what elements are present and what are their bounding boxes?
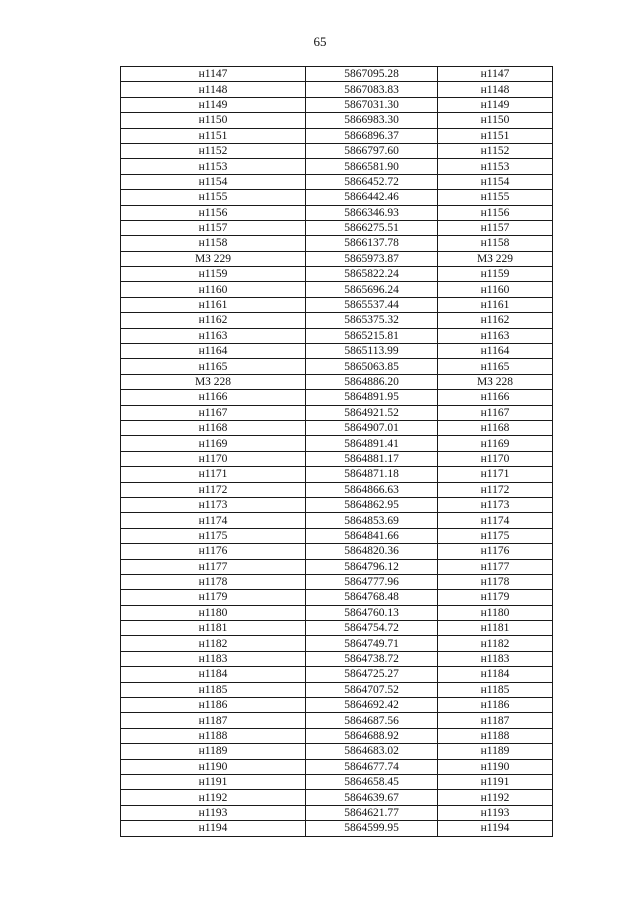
table-row [121,821,553,836]
point-id-repeat-cell: н1172 [438,482,553,497]
point-id-repeat-cell: н1188 [438,728,553,743]
coordinate-cell: 5864862.95 [306,497,438,512]
point-id-repeat-cell: н1154 [438,174,553,189]
coordinate-cell: 5864738.72 [306,651,438,666]
point-id-repeat-cell: н1178 [438,574,553,589]
point-id-repeat-cell: н1161 [438,297,553,312]
point-id-repeat-cell: н1169 [438,436,553,451]
coordinate-cell: 5865063.85 [306,359,438,374]
coordinate-cell: 5866452.72 [306,174,438,189]
coordinate-cell: 5864692.42 [306,698,438,713]
table-row [121,236,553,251]
table-row [121,559,553,574]
point-id-cell: н1175 [121,528,306,543]
point-id-cell: н1160 [121,282,306,297]
table-row [121,67,553,82]
table-row [121,390,553,405]
coordinate-cell: 5864881.17 [306,451,438,466]
point-id-cell: н1148 [121,82,306,97]
coordinate-cell: 5864754.72 [306,621,438,636]
point-id-repeat-cell: н1171 [438,467,553,482]
coordinate-cell: 5866275.51 [306,220,438,235]
point-id-repeat-cell: н1165 [438,359,553,374]
point-id-cell: н1192 [121,790,306,805]
point-id-repeat-cell: н1192 [438,790,553,805]
point-id-cell: н1151 [121,128,306,143]
point-id-cell: н1185 [121,682,306,697]
table-row [121,374,553,389]
point-id-cell: н1164 [121,344,306,359]
point-id-cell: н1154 [121,174,306,189]
coordinate-cell: 5864841.66 [306,528,438,543]
table-row [121,297,553,312]
point-id-repeat-cell: н1180 [438,605,553,620]
point-id-repeat-cell: н1159 [438,267,553,282]
coordinate-cell: 5866442.46 [306,190,438,205]
table-row [121,451,553,466]
point-id-repeat-cell: н1153 [438,159,553,174]
table-row [121,251,553,266]
table-row [121,436,553,451]
coordinates-table-body [121,67,553,837]
coordinate-cell: 5865375.32 [306,313,438,328]
point-id-repeat-cell: н1167 [438,405,553,420]
coordinate-cell: 5864599.95 [306,821,438,836]
point-id-repeat-cell: н1168 [438,420,553,435]
coordinate-cell: 5865973.87 [306,251,438,266]
point-id-repeat-cell: н1179 [438,590,553,605]
coordinate-cell: 5866346.93 [306,205,438,220]
table-row [121,143,553,158]
point-id-repeat-cell: н1147 [438,67,553,82]
point-id-repeat-cell: н1183 [438,651,553,666]
point-id-cell: н1157 [121,220,306,235]
coordinate-cell: 5864658.45 [306,774,438,789]
point-id-cell: н1179 [121,590,306,605]
point-id-repeat-cell: н1163 [438,328,553,343]
point-id-cell: н1155 [121,190,306,205]
point-id-cell: н1147 [121,67,306,82]
coordinate-cell: 5865822.24 [306,267,438,282]
table-row [121,82,553,97]
point-id-repeat-cell: н1164 [438,344,553,359]
table-row [121,220,553,235]
coordinate-cell: 5864820.36 [306,544,438,559]
table-row [121,405,553,420]
coordinate-cell: 5866896.37 [306,128,438,143]
point-id-repeat-cell: н1151 [438,128,553,143]
point-id-cell: н1183 [121,651,306,666]
point-id-repeat-cell: н1150 [438,113,553,128]
table-row [121,513,553,528]
table-row [121,420,553,435]
point-id-cell: н1149 [121,97,306,112]
point-id-cell: н1159 [121,267,306,282]
table-row [121,328,553,343]
point-id-repeat-cell: н1173 [438,497,553,512]
point-id-repeat-cell: н1148 [438,82,553,97]
point-id-repeat-cell: н1182 [438,636,553,651]
coordinate-cell: 5864907.01 [306,420,438,435]
table-row [121,728,553,743]
point-id-cell: МЗ 228 [121,374,306,389]
coordinate-cell: 5864749.71 [306,636,438,651]
table-row [121,497,553,512]
point-id-repeat-cell: н1194 [438,821,553,836]
table-row [121,621,553,636]
point-id-repeat-cell: н1186 [438,698,553,713]
point-id-repeat-cell: н1193 [438,805,553,820]
coordinate-cell: 5864777.96 [306,574,438,589]
point-id-repeat-cell: н1184 [438,667,553,682]
table-row [121,651,553,666]
coordinates-table [120,66,553,837]
table-row [121,159,553,174]
table-row [121,698,553,713]
point-id-repeat-cell: н1160 [438,282,553,297]
table-row [121,113,553,128]
coordinate-cell: 5864683.02 [306,744,438,759]
point-id-cell: н1161 [121,297,306,312]
table-row [121,205,553,220]
coordinate-cell: 5865537.44 [306,297,438,312]
table-row [121,359,553,374]
coordinate-cell: 5864725.27 [306,667,438,682]
point-id-cell: н1153 [121,159,306,174]
table-row [121,744,553,759]
point-id-repeat-cell: н1162 [438,313,553,328]
table-row [121,574,553,589]
point-id-repeat-cell: н1166 [438,390,553,405]
table-row [121,267,553,282]
coordinate-cell: 5866581.90 [306,159,438,174]
table-row [121,682,553,697]
point-id-cell: н1176 [121,544,306,559]
point-id-repeat-cell: н1187 [438,713,553,728]
coordinate-cell: 5864639.67 [306,790,438,805]
coordinate-cell: 5867095.28 [306,67,438,82]
coordinate-cell: 5864853.69 [306,513,438,528]
point-id-cell: н1163 [121,328,306,343]
table-row [121,590,553,605]
table-row [121,282,553,297]
coordinate-cell: 5864886.20 [306,374,438,389]
coordinate-cell: 5866797.60 [306,143,438,158]
table-row [121,774,553,789]
coordinate-cell: 5865215.81 [306,328,438,343]
point-id-cell: н1152 [121,143,306,158]
point-id-repeat-cell: н1181 [438,621,553,636]
point-id-cell: н1177 [121,559,306,574]
point-id-repeat-cell: н1149 [438,97,553,112]
point-id-cell: н1181 [121,621,306,636]
point-id-repeat-cell: н1174 [438,513,553,528]
coordinate-cell: 5865696.24 [306,282,438,297]
point-id-repeat-cell: н1191 [438,774,553,789]
point-id-repeat-cell: н1176 [438,544,553,559]
table-row [121,482,553,497]
point-id-cell: н1193 [121,805,306,820]
point-id-repeat-cell: н1177 [438,559,553,574]
point-id-cell: н1162 [121,313,306,328]
point-id-cell: н1165 [121,359,306,374]
table-row [121,805,553,820]
point-id-cell: н1187 [121,713,306,728]
coordinate-cell: 5867083.83 [306,82,438,97]
coordinate-cell: 5864687.56 [306,713,438,728]
point-id-cell: н1171 [121,467,306,482]
coordinate-cell: 5864891.41 [306,436,438,451]
table-row [121,528,553,543]
table-row [121,759,553,774]
table-row [121,605,553,620]
point-id-cell: н1173 [121,497,306,512]
table-row [121,174,553,189]
table-row [121,667,553,682]
table-row [121,544,553,559]
coordinate-cell: 5864768.48 [306,590,438,605]
table-row [121,97,553,112]
coordinate-cell: 5864866.63 [306,482,438,497]
coordinate-cell: 5864760.13 [306,605,438,620]
coordinate-cell: 5864707.52 [306,682,438,697]
point-id-cell: МЗ 229 [121,251,306,266]
point-id-cell: н1184 [121,667,306,682]
point-id-cell: н1189 [121,744,306,759]
coordinate-cell: 5864621.77 [306,805,438,820]
point-id-cell: н1188 [121,728,306,743]
coordinate-cell: 5864688.92 [306,728,438,743]
point-id-cell: н1169 [121,436,306,451]
coordinate-cell: 5864677.74 [306,759,438,774]
point-id-cell: н1168 [121,420,306,435]
point-id-repeat-cell: н1175 [438,528,553,543]
point-id-cell: н1158 [121,236,306,251]
table-row [121,190,553,205]
point-id-cell: н1170 [121,451,306,466]
table-row [121,128,553,143]
table-row [121,467,553,482]
table-row [121,790,553,805]
coordinate-cell: 5865113.99 [306,344,438,359]
point-id-cell: н1166 [121,390,306,405]
point-id-repeat-cell: н1170 [438,451,553,466]
point-id-repeat-cell: н1157 [438,220,553,235]
point-id-repeat-cell: МЗ 228 [438,374,553,389]
coordinate-cell: 5867031.30 [306,97,438,112]
point-id-cell: н1191 [121,774,306,789]
point-id-cell: н1178 [121,574,306,589]
coordinate-cell: 5866983.30 [306,113,438,128]
table-row [121,636,553,651]
table-row [121,313,553,328]
point-id-cell: н1172 [121,482,306,497]
table-row [121,713,553,728]
coordinate-cell: 5864921.52 [306,405,438,420]
point-id-cell: н1156 [121,205,306,220]
point-id-cell: н1182 [121,636,306,651]
point-id-cell: н1180 [121,605,306,620]
point-id-repeat-cell: МЗ 229 [438,251,553,266]
coordinate-cell: 5864891.95 [306,390,438,405]
point-id-repeat-cell: н1190 [438,759,553,774]
point-id-cell: н1194 [121,821,306,836]
point-id-repeat-cell: н1189 [438,744,553,759]
point-id-repeat-cell: н1156 [438,205,553,220]
point-id-cell: н1150 [121,113,306,128]
coordinate-cell: 5866137.78 [306,236,438,251]
point-id-cell: н1167 [121,405,306,420]
point-id-repeat-cell: н1155 [438,190,553,205]
point-id-repeat-cell: н1185 [438,682,553,697]
coordinate-cell: 5864796.12 [306,559,438,574]
point-id-cell: н1186 [121,698,306,713]
point-id-repeat-cell: н1152 [438,143,553,158]
point-id-repeat-cell: н1158 [438,236,553,251]
point-id-cell: н1174 [121,513,306,528]
table-row [121,344,553,359]
page-number: 65 [313,34,327,49]
point-id-cell: н1190 [121,759,306,774]
coordinate-cell: 5864871.18 [306,467,438,482]
